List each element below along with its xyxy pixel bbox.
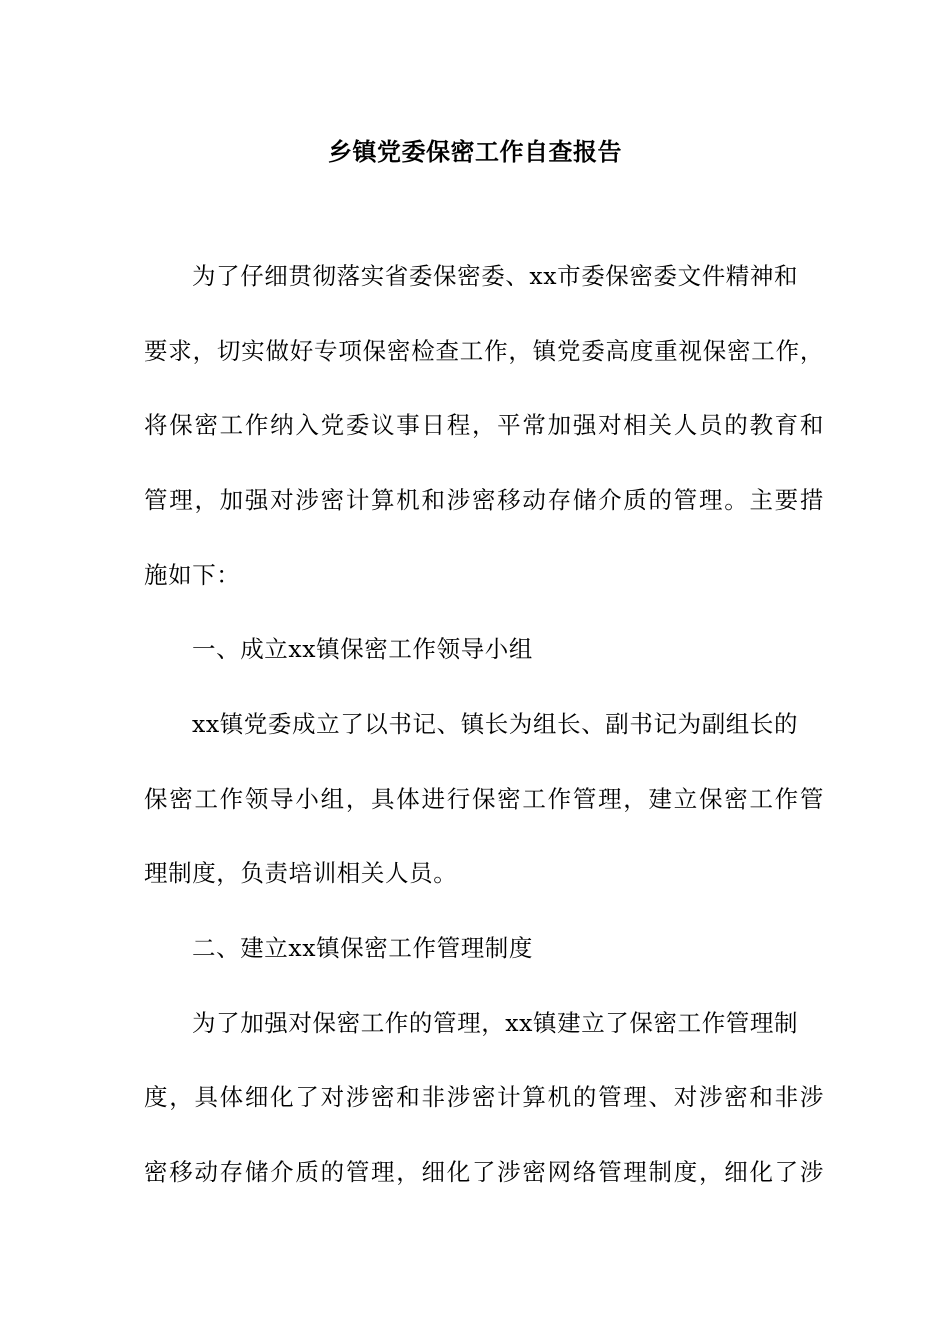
paragraph-line: xx镇党委成立了以书记、镇长为组长、副书记为副组长的: [192, 710, 799, 738]
paragraph-line: 施如下：: [144, 561, 241, 589]
section-heading: 二、建立xx镇保密工作管理制度: [192, 934, 534, 962]
document-title: 乡镇党委保密工作自查报告: [328, 138, 622, 166]
paragraph-line: 为了仔细贯彻落实省委保密委、xx市委保密委文件精神和: [192, 262, 799, 290]
paragraph-line: 密移动存储介质的管理，细化了涉密网络管理制度，细化了涉: [144, 1158, 824, 1186]
paragraph-line: 为了加强对保密工作的管理，xx镇建立了保密工作管理制: [192, 1009, 799, 1037]
paragraph-line: 要求，切实做好专项保密检查工作，镇党委高度重视保密工作，: [144, 337, 824, 365]
section-heading: 一、成立xx镇保密工作领导小组: [192, 635, 534, 663]
paragraph-line: 将保密工作纳入党委议事日程，平常加强对相关人员的教育和: [144, 411, 824, 439]
paragraph-line: 度，具体细化了对涉密和非涉密计算机的管理、对涉密和非涉: [144, 1083, 824, 1111]
paragraph-line: 管理，加强对涉密计算机和涉密移动存储介质的管理。主要措: [144, 486, 824, 514]
paragraph-line: 保密工作领导小组，具体进行保密工作管理，建立保密工作管: [144, 785, 824, 813]
paragraph-line: 理制度，负责培训相关人员。: [144, 859, 458, 887]
